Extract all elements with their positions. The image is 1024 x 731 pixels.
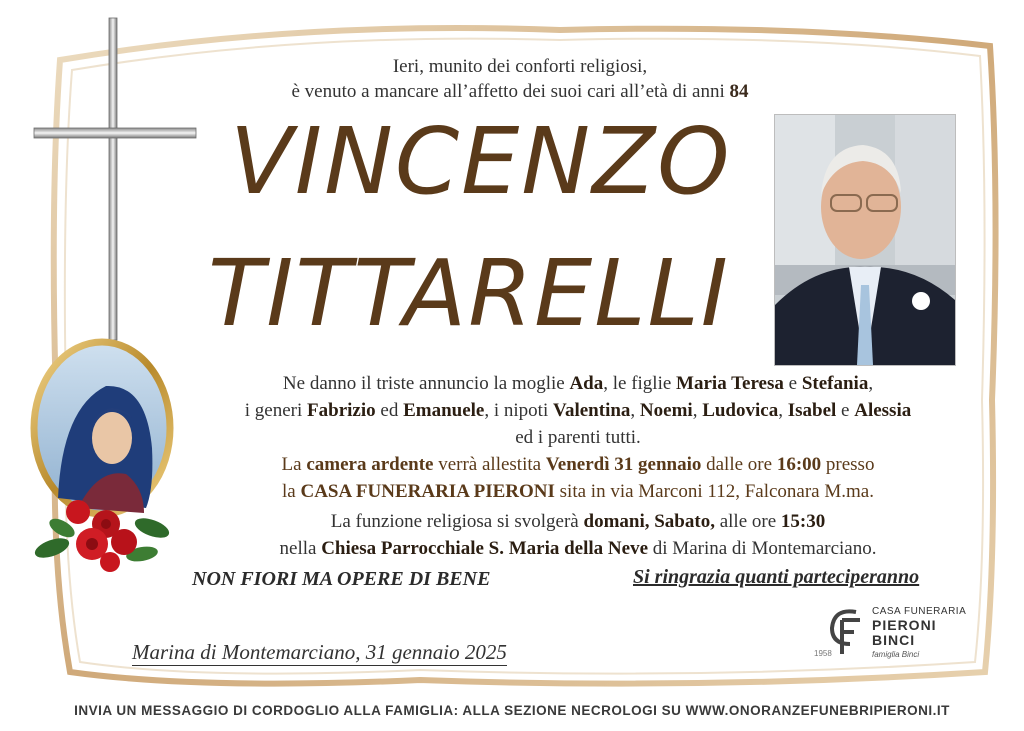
family-text: i generi <box>244 400 308 421</box>
family-text: , <box>868 373 874 394</box>
wake-day: Venerdì 31 gennaio <box>545 454 702 475</box>
funeral-info <box>160 508 996 562</box>
daughter-name: Maria Teresa <box>676 373 784 394</box>
wake-text: verrà allestita <box>433 454 546 475</box>
church-name: Chiesa Parrocchiale S. Maria della Neve <box>321 538 649 559</box>
grandchild-name: Ludovica <box>702 400 779 421</box>
wake-text: La <box>281 454 307 475</box>
grandchild-name: Noemi <box>639 400 693 421</box>
cross-icon <box>30 16 200 346</box>
funeral-line-2 <box>160 535 996 562</box>
wake-time: 16:00 <box>776 454 822 475</box>
family-text: Ne danno il triste annuncio la moglie <box>282 373 570 394</box>
grandchild-name: Isabel <box>787 400 837 421</box>
funeral-text: La funzione religiosa si svolgerà <box>330 511 584 532</box>
family-text: , le figlie <box>603 373 677 394</box>
wake-text: presso <box>821 454 875 475</box>
intro-line-2 <box>240 79 800 104</box>
portrait-photo <box>774 114 956 366</box>
funeral-text: di Marina di Montemarciano. <box>648 538 877 559</box>
logo-year: 1958 <box>814 649 832 658</box>
funeral-text: nella <box>279 538 322 559</box>
family-line-1 <box>160 370 996 397</box>
family-announcement <box>160 370 996 451</box>
son-in-law-name: Emanuele <box>403 400 485 421</box>
wake-text: la <box>282 481 301 502</box>
wake-text: sita in via Marconi 112, Falconara M.ma. <box>554 481 874 502</box>
funeral-time: 15:30 <box>780 511 826 532</box>
roses-image <box>32 488 172 580</box>
grandchild-name: Alessia <box>854 400 912 421</box>
family-text: , <box>692 400 703 421</box>
wife-name: Ada <box>569 373 604 394</box>
condolence-footer: INVIA UN MESSAGGIO DI CORDOGLIO ALLA FAMIGLIA: ALLA SEZIONE NECROLOGI SU WWW.ONORANZEFUNEBRIPIERONI.IT <box>74 703 950 718</box>
place-date-line: Marina di Montemarciano, 31 gennaio 2025 <box>132 640 507 664</box>
wake-place: CASA FUNERARIA PIERONI <box>300 481 555 502</box>
logo-line-3: BINCI <box>872 632 916 648</box>
wake-info <box>160 451 996 505</box>
family-text: , <box>778 400 788 421</box>
no-flowers-note: NON FIORI MA OPERE DI BENE <box>192 568 491 590</box>
funeral-text: alle ore <box>714 511 781 532</box>
intro-line-2-text: è venuto a mancare all’affetto dei suoi cari all’età di anni <box>291 81 730 102</box>
family-line-2 <box>160 397 996 424</box>
funeral-day: domani, Sabato, <box>583 511 715 532</box>
family-text: e <box>783 373 802 394</box>
family-text: , i nipoti <box>484 400 553 421</box>
logo-line-1: CASA FUNERARIA <box>872 606 967 617</box>
logo-tagline: famiglia Binci <box>872 650 920 659</box>
logo-line-2: PIERONI <box>872 617 937 633</box>
funeral-line-1 <box>160 508 996 535</box>
family-line-3: ed i parenti tutti. <box>515 427 641 448</box>
deceased-first-name: VINCENZO <box>230 108 732 215</box>
grandchild-name: Valentina <box>552 400 631 421</box>
funeral-home-logo <box>814 604 990 664</box>
wake-line-2 <box>160 478 996 505</box>
wake-line-1 <box>160 451 996 478</box>
family-text: ed <box>375 400 404 421</box>
family-text: e <box>836 400 855 421</box>
intro-text <box>240 54 800 104</box>
age: 84 <box>729 81 749 102</box>
daughter-name: Stefania <box>801 373 869 394</box>
wake-text: dalle ore <box>701 454 777 475</box>
deceased-last-name: TITTARELLI <box>208 240 730 347</box>
intro-line-1: Ieri, munito dei conforti religiosi, <box>392 56 648 77</box>
thanks-note: Si ringrazia quanti parteciperanno <box>633 566 920 588</box>
family-text: , <box>630 400 640 421</box>
wake-label: camera ardente <box>306 454 434 475</box>
son-in-law-name: Fabrizio <box>307 400 376 421</box>
logo-mark-icon <box>826 606 866 656</box>
